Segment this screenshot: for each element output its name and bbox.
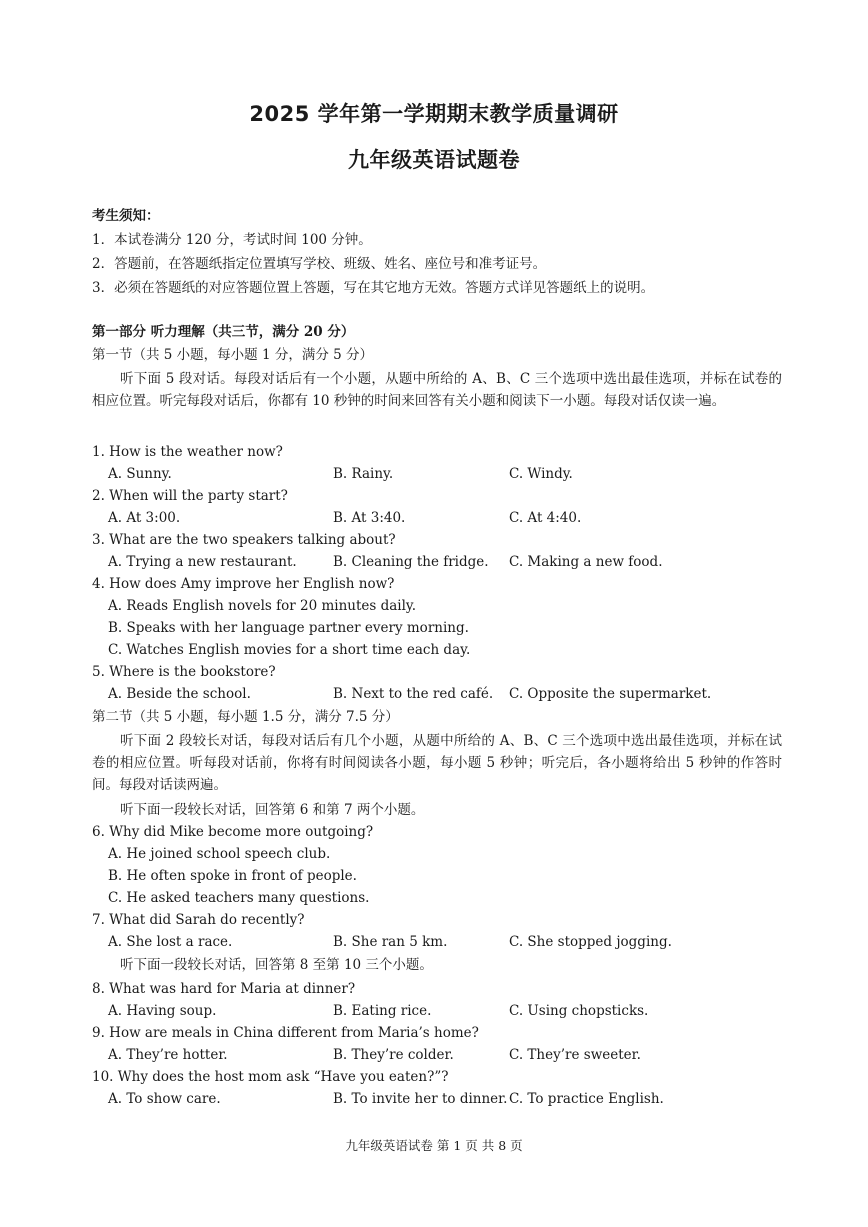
question-9: 9. How are meals in China different from Maria’s home? (92, 1025, 479, 1041)
option-a: A. Beside the school. (108, 686, 251, 702)
option-c: C. To practice English. (509, 1091, 664, 1107)
section2-sub-instructions: 听下面一段较长对话，回答第 8 至第 10 三个小题。 (120, 957, 433, 973)
option-c: C. Using chopsticks. (509, 1003, 649, 1019)
option-c: C. Watches English movies for a short time each day. (108, 642, 471, 658)
part1-heading: 第一部分 听力理解（共三节，满分 20 分） (92, 324, 355, 340)
option-b: B. At 3:40. (333, 510, 406, 526)
question-10: 10. Why does the host mom ask “Have you eaten?”? (92, 1069, 449, 1085)
option-b: B. They’re colder. (333, 1047, 454, 1063)
exam-subtitle: 九年级英语试题卷 (348, 148, 520, 172)
option-a: A. Trying a new restaurant. (108, 554, 297, 570)
option-a: A. She lost a race. (108, 934, 233, 950)
option-c: C. Making a new food. (509, 554, 663, 570)
question-3: 3. What are the two speakers talking about? (92, 532, 396, 548)
question-1: 1. How is the weather now? (92, 444, 283, 460)
option-a: A. Reads English novels for 20 minutes daily. (108, 598, 417, 614)
option-c: C. He asked teachers many questions. (108, 890, 370, 906)
exam-title: 2025 学年第一学期期末教学质量调研 (249, 102, 619, 126)
option-b: B. Speaks with her language partner every morning. (108, 620, 469, 636)
section1-heading: 第一节（共 5 小题，每小题 1 分，满分 5 分） (92, 347, 374, 363)
question-8: 8. What was hard for Maria at dinner? (92, 981, 356, 997)
section1-instructions: 听下面 5 段对话。每段对话后有一个小题，从题中所给的 A、B、C 三个选项中选出最佳选项，并标在试卷的相应位置。听完每段对话后，你都有 10 秒钟的时间来回答有关小题和阅读下一小题。每段对话仅读一遍。 (92, 371, 782, 409)
notice-item: 2．答题前，在答题纸指定位置填写学校、班级、姓名、座位号和准考证号。 (92, 256, 547, 272)
notice-item: 1．本试卷满分 120 分，考试时间 100 分钟。 (92, 232, 372, 248)
option-a: A. He joined school speech club. (108, 846, 331, 862)
option-b: B. Cleaning the fridge. (333, 554, 489, 570)
question-2: 2. When will the party start? (92, 488, 288, 504)
option-b: B. Eating rice. (333, 1003, 432, 1019)
question-7: 7. What did Sarah do recently? (92, 912, 305, 928)
option-a: A. They’re hotter. (108, 1047, 228, 1063)
option-a: A. To show care. (108, 1091, 221, 1107)
question-6: 6. Why did Mike become more outgoing? (92, 824, 374, 840)
question-4: 4. How does Amy improve her English now? (92, 576, 395, 592)
option-c: C. Opposite the supermarket. (509, 686, 712, 702)
notice-heading: 考生须知： (92, 208, 160, 224)
notice-item: 3．必须在答题纸的对应答题位置上答题，写在其它地方无效。答题方式详见答题纸上的说明。 (92, 280, 655, 296)
option-b: B. Rainy. (333, 466, 394, 482)
option-c: C. They’re sweeter. (509, 1047, 641, 1063)
option-b: B. To invite her to dinner. (333, 1091, 508, 1107)
option-b: B. He often spoke in front of people. (108, 868, 357, 884)
section2-sub-instructions: 听下面一段较长对话，回答第 6 和第 7 两个小题。 (120, 802, 425, 818)
page-footer: 九年级英语试卷 第 1 页 共 8 页 (345, 1138, 523, 1153)
option-a: A. Having soup. (108, 1003, 217, 1019)
option-b: B. Next to the red café. (333, 686, 494, 702)
option-c: C. At 4:40. (509, 510, 582, 526)
option-a: A. At 3:00. (108, 510, 181, 526)
option-b: B. She ran 5 km. (333, 934, 448, 950)
option-a: A. Sunny. (108, 466, 172, 482)
option-c: C. She stopped jogging. (509, 934, 672, 950)
section2-heading: 第二节（共 5 小题，每小题 1.5 分，满分 7.5 分） (92, 709, 399, 725)
section2-instructions: 听下面 2 段较长对话，每段对话后有几个小题，从题中所给的 A、B、C 三个选项中选出最佳选项，并标在试卷的相应位置。听每段对话前，你将有时间阅读各小题，每小题 5 秒钟；听完后，各小题将给出 5 秒钟的作答时间。每段对话读两遍。 (92, 733, 782, 793)
option-c: C. Windy. (509, 466, 573, 482)
question-5: 5. Where is the bookstore? (92, 664, 276, 680)
